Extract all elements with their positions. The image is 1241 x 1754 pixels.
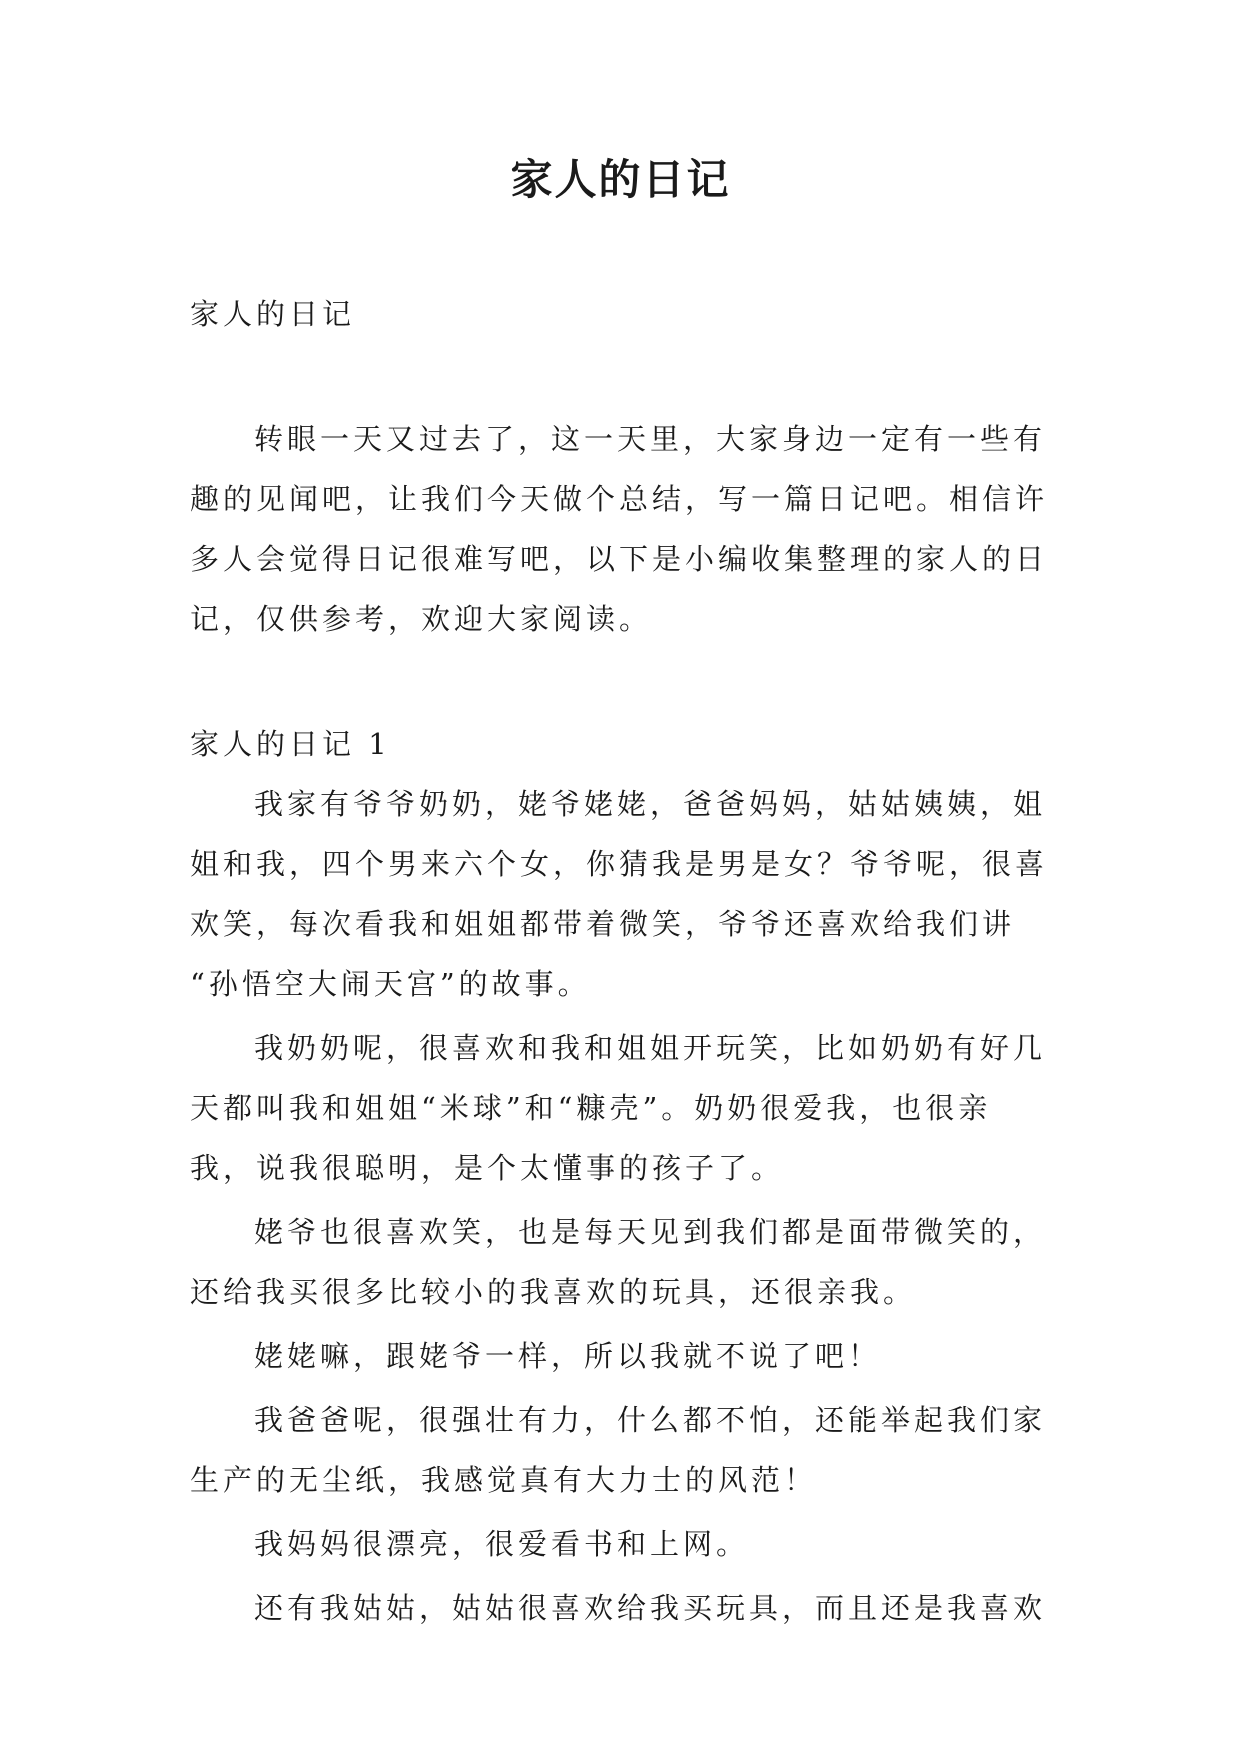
paragraph-line: 还给我买很多比较小的我喜欢的玩具，还很亲我。 bbox=[190, 1275, 917, 1309]
paragraph-line: 生产的无尘纸，我感觉真有大力士的风范！ bbox=[190, 1463, 818, 1497]
paragraph-line: 天都叫我和姐姐“米球”和“糠壳”。奶奶很爱我，也很亲 bbox=[190, 1091, 992, 1125]
paragraph-dad bbox=[190, 1390, 1054, 1510]
paragraph-line: 我爸爸呢，很强壮有力，什么都不怕，还能举起我们家 bbox=[254, 1403, 1047, 1437]
paragraph-line: 我家有爷爷奶奶，姥爷姥姥，爸爸妈妈，姑姑姨姨，姐 bbox=[254, 787, 1047, 821]
intro-line: 趣的见闻吧，让我们今天做个总结，写一篇日记吧。相信许 bbox=[190, 482, 1049, 516]
intro-line: 记，仅供参考，欢迎大家阅读。 bbox=[190, 602, 653, 636]
paragraph-line: 姥姥嘛，跟姥爷一样，所以我就不说了吧！ bbox=[254, 1339, 882, 1373]
paragraph-line: 姥爷也很喜欢笑，也是每天见到我们都是面带微笑的， bbox=[254, 1215, 1047, 1249]
paragraph-maternal-grandpa bbox=[190, 1202, 1054, 1322]
paragraph-mom bbox=[190, 1514, 1054, 1574]
paragraph-line: 还有我姑姑，姑姑很喜欢给我买玩具，而且还是我喜欢 bbox=[254, 1591, 1047, 1625]
paragraph-grandpa bbox=[190, 774, 1054, 1014]
paragraph-line: 姐和我，四个男来六个女，你猜我是男是女？爷爷呢，很喜 bbox=[190, 847, 1049, 881]
intro-paragraph bbox=[190, 409, 1054, 649]
paragraph-grandma bbox=[190, 1018, 1054, 1198]
intro-line: 多人会觉得日记很难写吧，以下是小编收集整理的家人的日 bbox=[190, 542, 1049, 576]
document-title: 家人的日记 bbox=[510, 155, 731, 204]
paragraph-line: “孙悟空大闹天宫”的故事。 bbox=[190, 967, 591, 1001]
intro-line: 转眼一天又过去了，这一天里，大家身边一定有一些有 bbox=[254, 422, 1047, 456]
document-body bbox=[190, 284, 1054, 1638]
paragraph-line: 我妈妈很漂亮，很爱看书和上网。 bbox=[254, 1527, 750, 1561]
section-heading: 家人的日记 1 bbox=[190, 727, 391, 761]
paragraph-line: 欢笑，每次看我和姐姐都带着微笑，爷爷还喜欢给我们讲 bbox=[190, 907, 1016, 941]
paragraph-aunt bbox=[190, 1578, 1054, 1638]
paragraph-line: 我，说我很聪明，是个太懂事的孩子了。 bbox=[190, 1151, 785, 1185]
subtitle: 家人的日记 bbox=[190, 297, 356, 331]
paragraph-maternal-grandma bbox=[190, 1326, 1054, 1386]
paragraph-line: 我奶奶呢，很喜欢和我和姐姐开玩笑，比如奶奶有好几 bbox=[254, 1031, 1047, 1065]
